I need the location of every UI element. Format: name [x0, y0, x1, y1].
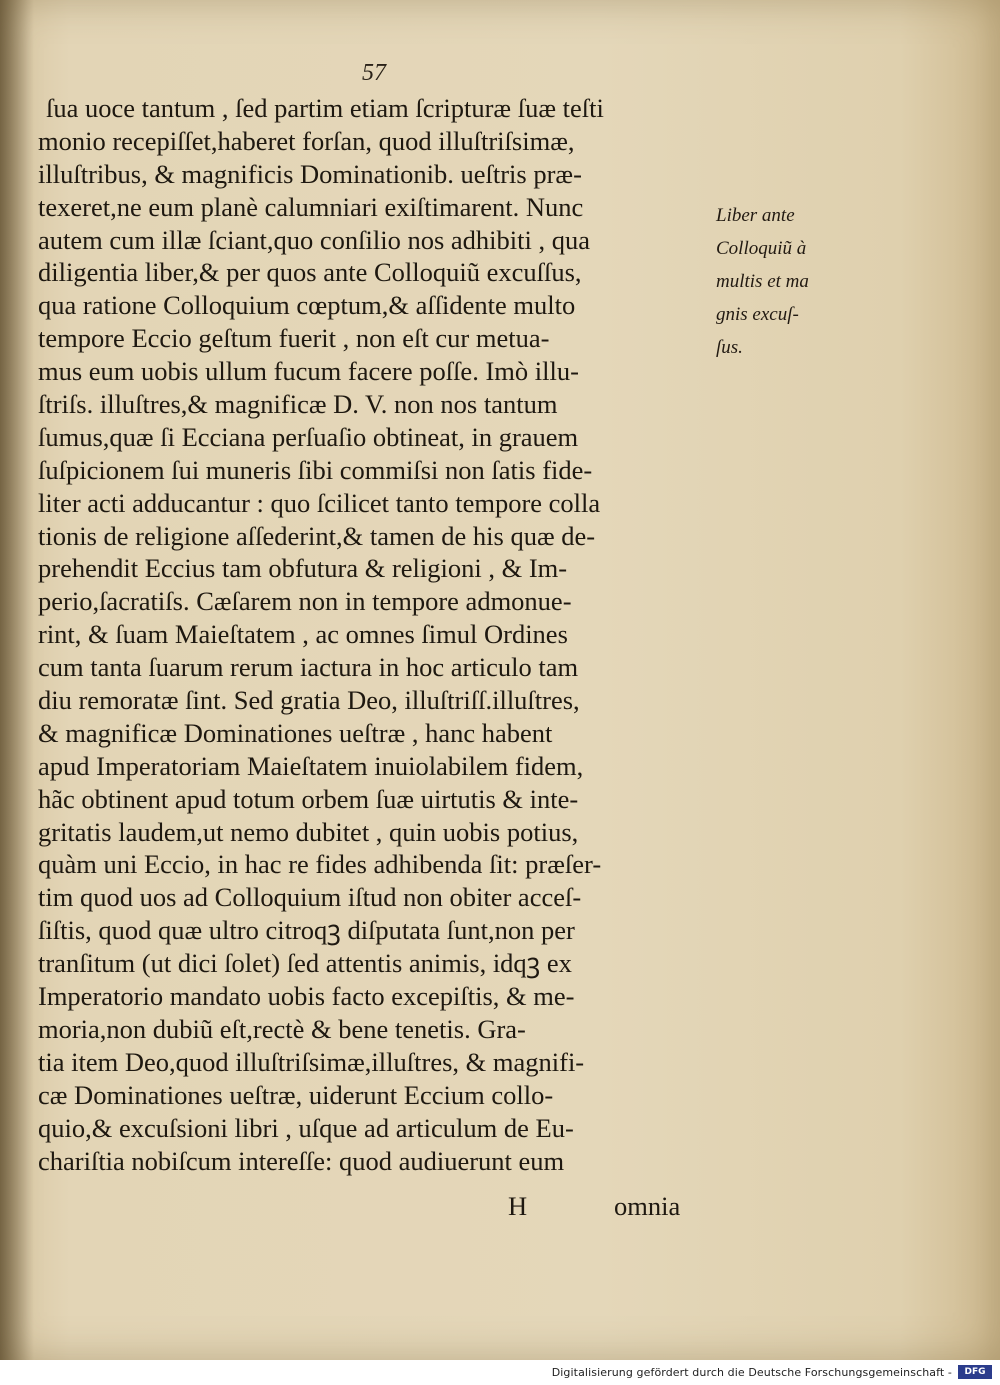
funding-notice: Digitalisierung gefördert durch die Deutsche Forschungsgemeinschaft - [551, 1366, 952, 1379]
text-line: cæ Dominationes ueſtræ, uiderunt Eccium collo- [38, 1079, 554, 1110]
text-line: texeret,ne eum planè calumniari exiſtimarent. Nunc [38, 191, 584, 222]
text-line: ſtriſs. illuſtres,& magnificæ D. V. non nos tantum [38, 389, 558, 420]
page-number: 57 [362, 60, 386, 86]
text-line: & magnificæ Dominationes ueſtræ , hanc habent [38, 717, 553, 748]
text-line: quio,& excuſsioni libri , uſque ad articulum de Eu- [38, 1112, 574, 1143]
signature-mark: H [508, 1191, 528, 1221]
dfg-logo: DFG [958, 1365, 992, 1379]
text-line: apud Imperatoriam Maieſtatem inuiolabilem fidem, [38, 750, 584, 781]
text-line: moria,non dubiũ eſt,rectè & bene tenetis. Gra- [38, 1013, 526, 1044]
footer-bar [0, 1360, 1000, 1385]
text-line: Imperatorio mandato uobis facto excepiſtis, & me- [38, 981, 575, 1012]
text-line: tionis de religione aſſederint,& tamen de his quæ de- [38, 520, 596, 551]
text-line: chariſtia nobiſcum intereſſe: quod audiuerunt eum [38, 1145, 565, 1176]
text-line: qua ratione Colloquium cœptum,& aſſidente multo [38, 290, 576, 321]
text-line: ſua uoce tantum , ſed partim etiam ſcripturæ ſuæ teſti [46, 93, 604, 123]
text-line: ſuſpicionem ſui muneris ſibi commiſsi non ſatis fide- [38, 454, 593, 485]
text-line: rint, & ſuam Maieſtatem , ac omnes ſimul Ordines [38, 619, 568, 650]
text-line: hãc obtinent apud totum orbem ſuæ uirtutis & inte- [38, 783, 579, 814]
text-line: tranſitum (ut dici ſolet) ſed attentis animis, idqꝫ ex [38, 948, 572, 979]
text-line: tempore Eccio geſtum fuerit , non eſt cur metua- [38, 323, 550, 354]
text-line: tia item Deo,quod illuſtriſsimæ,illuſtres, & magnifi- [38, 1046, 585, 1077]
text-line: gritatis laudem,ut nemo dubitet , quin uobis potius, [38, 816, 579, 847]
marginal-note [716, 200, 836, 364]
text-line: ſiſtis, quod quæ ultro citroqꝫ diſputata ſunt,non per [38, 915, 575, 946]
text-line: illuſtribus, & magnificis Dominationib. ueſtris præ- [38, 158, 582, 189]
marginal-note-line: Colloquiũ à [716, 237, 807, 259]
text-line: diligentia liber,& per quos ante Colloquiũ excuſſus, [38, 257, 582, 288]
text-line: mus eum uobis ullum fucum facere poſſe. Imò illu- [38, 356, 579, 387]
text-line: prehendit Eccius tam obfutura & religioni , & Im- [38, 553, 568, 584]
text-line: ſumus,quæ ſi Ecciana perſuaſio obtineat, in grauem [38, 421, 579, 452]
text-line: autem cum illæ ſciant,quo conſilio nos adhibiti , qua [38, 224, 590, 255]
catchword: omnia [614, 1191, 681, 1221]
text-line: cum tanta ſuarum rerum iactura in hoc articulo tam [38, 652, 579, 683]
marginal-note-line: multis et ma [716, 270, 809, 292]
text-line: tim quod uos ad Colloquium iſtud non obiter acceſ- [38, 882, 582, 913]
text-line: diu remoratæ ſint. Sed gratia Deo, illuſtriſſ.illuſtres, [38, 685, 580, 716]
marginal-note-line: gnis excuſ- [716, 303, 799, 325]
text-line: monio recepiſſet,haberet forſan, quod illuſtriſsimæ, [38, 125, 575, 156]
text-line: quàm uni Eccio, in hac re fides adhibenda ſit: præſer- [38, 849, 602, 880]
text-line: liter acti adducantur : quo ſcilicet tanto tempore colla [38, 487, 601, 518]
catchwords [508, 1191, 698, 1225]
marginal-note-line: Liber ante [716, 205, 795, 226]
marginal-note-line: ſus. [716, 336, 743, 358]
body-text [38, 92, 708, 1177]
text-line: perio,ſacratiſs. Cæſarem non in tempore admonue- [38, 586, 572, 617]
